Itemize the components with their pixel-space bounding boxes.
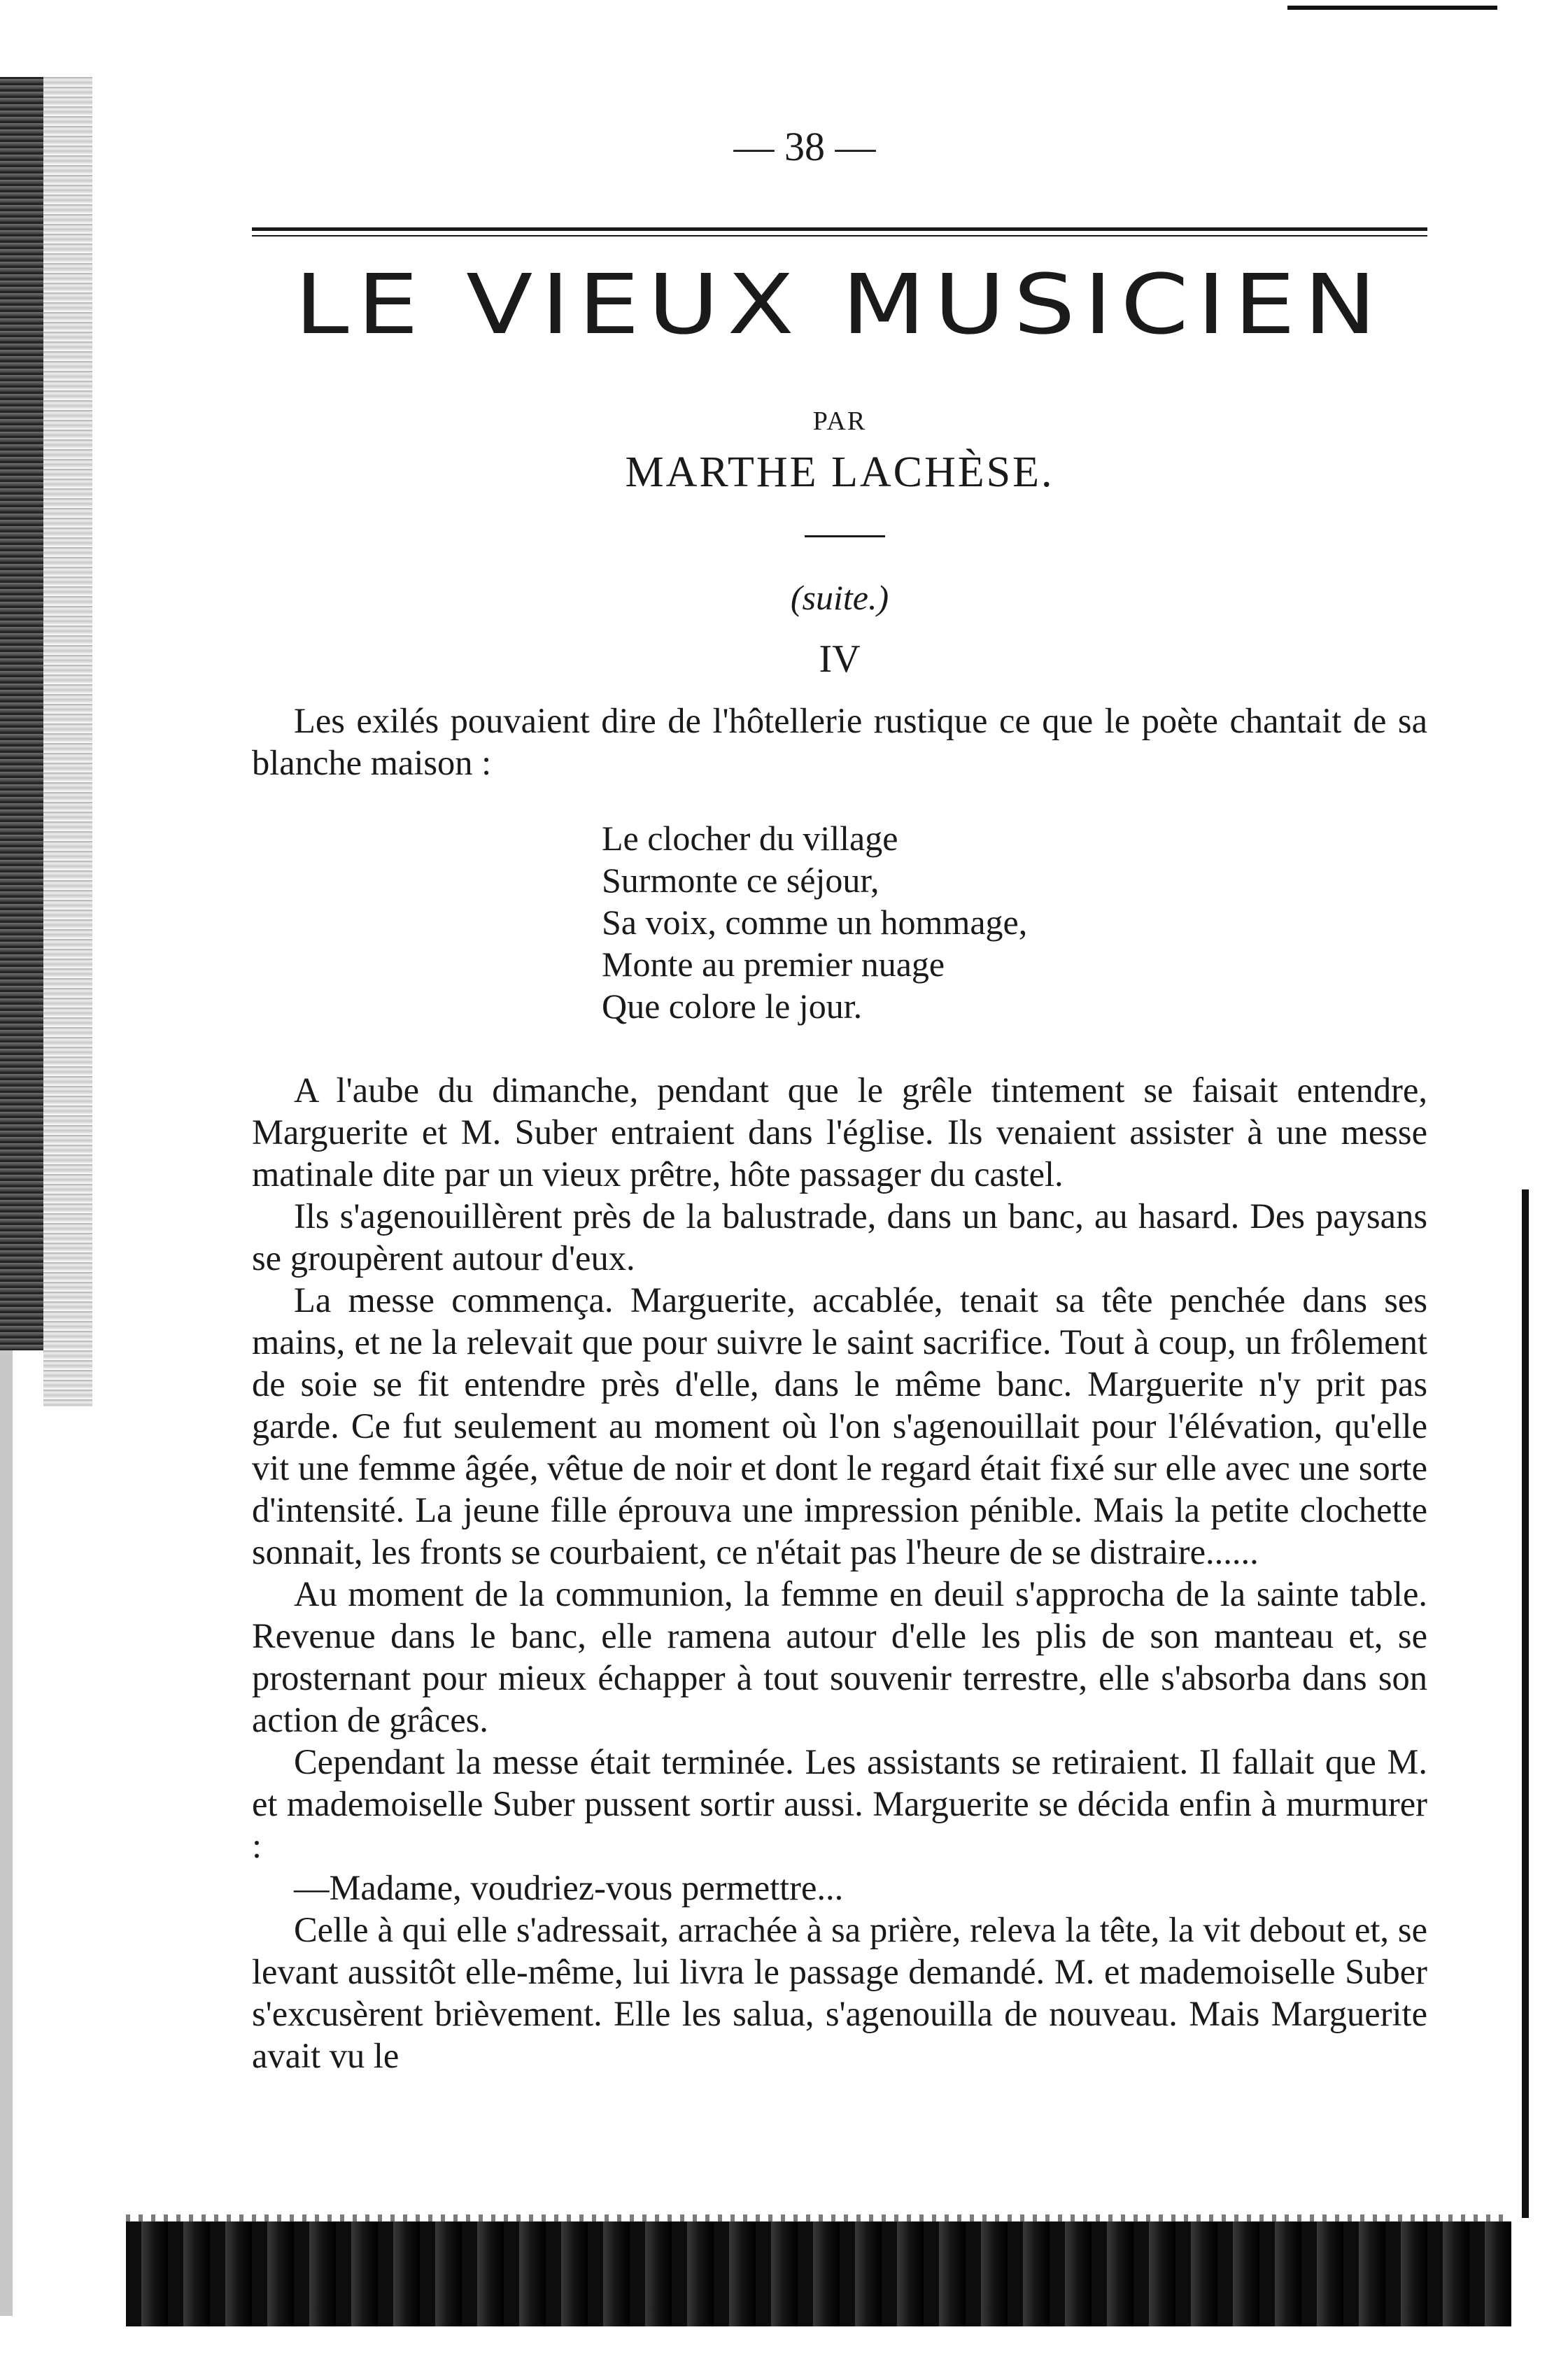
page-number: — 38 — [733,124,876,169]
scan-top-edge [1287,6,1497,10]
scan-binding-edge [0,77,43,1350]
poem-line: Le clocher du village [602,819,898,858]
continuation-note: (suite.) [790,578,889,617]
poem [602,817,1427,1027]
scan-right-edge [1522,1189,1529,2218]
poem-line: Que colore le jour. [602,987,863,1026]
document-page [252,119,1427,2075]
poem-line: Monte au premier nuage [602,945,945,984]
paragraph: Au moment de la communion, la femme en deuil s'approcha de la sainte table. Revenue dans le banc, elle ramena autour d'elle les plis de son manteau et, se prosternant pour mieux échapper à tout souvenir terrestre, elle s'absorba dans son action de grâces. [252,1574,1427,1739]
scan-bottom-edge [126,2221,1511,2326]
scan-binding-lower [0,1350,13,2316]
article-title: LE VIEUX MUSICIEN [294,256,1385,353]
body-text [252,700,1427,2077]
title-rule-thin [252,235,1427,236]
author-name: MARTHE LACHÈSE. [625,448,1054,496]
paragraph: A l'aube du dimanche, pendant que le grêle tintement se faisait entendre, Marguerite et M. Suber entraient dans l'église. Ils venaient assister à une messe matinale dite par un vieux prêtre, hôte passager du castel. [252,1071,1427,1194]
chapter-number: IV [819,637,861,681]
paragraph: Ils s'agenouillèrent près de la balustrade, dans un banc, au hasard. Des paysans se groupèrent autour d'eux. [252,1196,1427,1278]
paragraph: —Madame, voudriez-vous permettre... [294,1868,844,1907]
byline-par: PAR [812,407,867,436]
scan-bottom-noise [126,2214,1511,2221]
intro-paragraph: Les exilés pouvaient dire de l'hôtellerie rustique ce que le poète chantait de sa blanche maison : [252,701,1427,782]
paragraph: La messe commença. Marguerite, accablée, tenait sa tête penchée dans ses mains, et ne la relevait que pour suivre le saint sacrifice. Tout à coup, un frôlement de soie se fit entendre près d'elle, dans le même banc. Marguerite n'y prit pas garde. Ce fut seulement au moment où l'on s'agenouillait pour l'élévation, qu'elle vit une femme âgée, vêtue de noir et dont le regard était fixé sur elle avec une sorte d'intensité. La jeune fille éprouva une impression pénible. Mais la petite clochette sonnait, les fronts se courbaient, ce n'était pas l'heure de se distraire...... [252,1280,1427,1571]
poem-line: Surmonte ce séjour, [602,861,880,900]
scan-binding-shadow [43,77,92,1406]
paragraph: Cependant la messe était terminée. Les assistants se retiraient. Il fallait que M. et mademoiselle Suber pussent sortir aussi. Marguerite se décida enfin à murmurer : [252,1742,1427,1865]
title-rule-thick [252,227,1427,231]
poem-line: Sa voix, comme un hommage, [602,903,1028,942]
section-divider [805,535,885,537]
paragraph: Celle à qui elle s'adressait, arrachée à sa prière, releva la tête, la vit debout et, se levant aussitôt elle-même, lui livra le passage demandé. M. et mademoiselle Suber s'excusèrent brièvement. Elle les salua, s'agenouilla de nouveau. Mais Marguerite avait vu le [252,1910,1427,2075]
